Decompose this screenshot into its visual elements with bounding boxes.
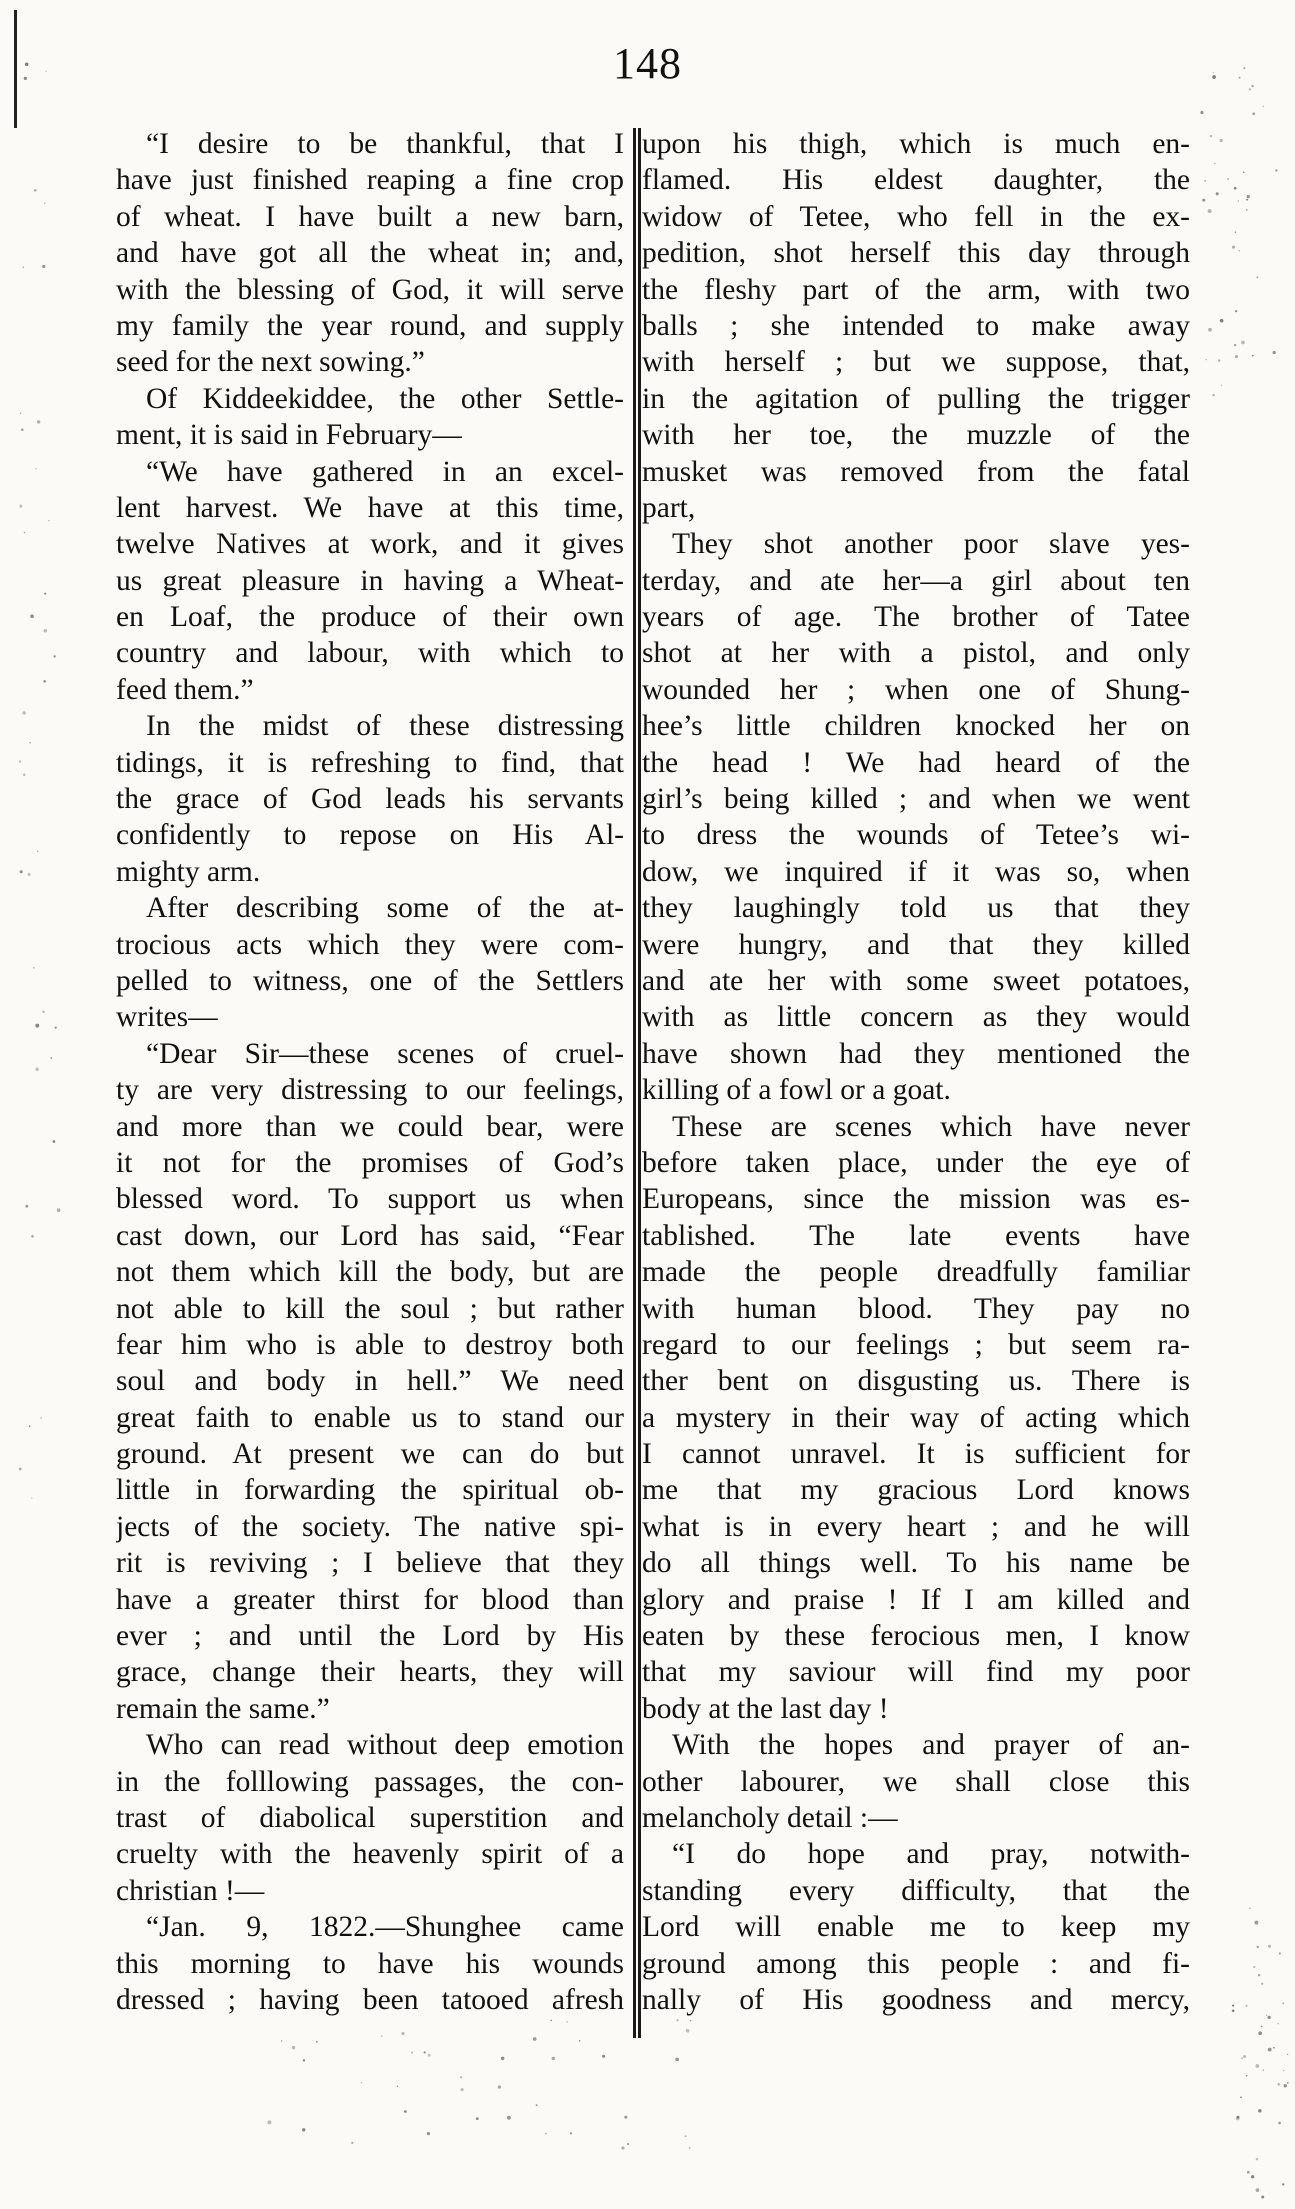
text-line: ground among this people : and fi- — [642, 1947, 1190, 1980]
text-line: lent harvest. We have at this time, — [116, 491, 624, 524]
text-line: body at the last day ! — [642, 1692, 889, 1725]
speck — [1235, 355, 1238, 358]
speck — [1267, 2016, 1270, 2019]
text-line: have just finished reaping a fine crop — [116, 164, 624, 197]
speck — [29, 1425, 31, 1427]
text-line: standing every difficulty, that the — [642, 1874, 1190, 1907]
speck — [424, 2051, 426, 2053]
speck — [1273, 351, 1276, 354]
speck — [48, 520, 49, 521]
text-line: dow, we inquired if it was so, when — [642, 855, 1190, 888]
text-line: They shot another poor slave yes- — [672, 528, 1190, 561]
speck — [1212, 75, 1216, 79]
speck — [54, 655, 56, 657]
text-line: a mystery in their way of acting which — [642, 1401, 1190, 1434]
speck — [1227, 178, 1228, 179]
speck — [1279, 1952, 1281, 1954]
text-line: with her toe, the muzzle of the — [642, 419, 1190, 452]
text-line: great faith to enable us to stand our — [116, 1401, 624, 1434]
text-line: pelled to witness, one of the Settlers — [116, 964, 624, 997]
speck — [552, 2057, 555, 2060]
speck — [19, 1467, 22, 1470]
speck — [624, 2116, 627, 2119]
speck — [550, 2019, 552, 2021]
speck — [351, 2142, 353, 2144]
text-line: nally of His goodness and mercy, — [642, 1983, 1190, 2016]
text-line: with herself ; but we suppose, that, — [642, 346, 1190, 379]
speck — [1216, 192, 1219, 195]
speck — [20, 870, 23, 873]
speck — [690, 2020, 691, 2021]
speck — [1282, 2183, 1284, 2185]
speck — [22, 711, 25, 714]
speck — [24, 532, 25, 533]
speck — [1232, 2004, 1234, 2006]
text-line: trast of diabolical superstition and — [116, 1801, 624, 1834]
text-line: Of Kiddeekiddee, the other Settle- — [146, 382, 624, 415]
speck — [34, 189, 37, 192]
speck — [1232, 2009, 1235, 2012]
speck — [627, 2143, 629, 2145]
speck — [42, 265, 45, 268]
speck — [1266, 2015, 1267, 2016]
speck — [1273, 2047, 1275, 2049]
speck — [427, 2132, 430, 2135]
text-line: confidently to repose on His Al- — [116, 819, 624, 852]
speck — [536, 2104, 538, 2106]
text-line: twelve Natives at work, and it gives — [116, 528, 624, 561]
page-number: 148 — [613, 39, 682, 88]
speck — [689, 2147, 691, 2149]
speck — [29, 742, 30, 743]
text-line: regard to our feelings ; but seem ra- — [642, 1328, 1190, 1361]
speck — [1241, 341, 1245, 345]
speck — [1234, 187, 1237, 190]
speck — [1212, 394, 1214, 396]
speck — [46, 70, 47, 71]
text-line: widow of Tetee, who fell in the ex- — [642, 200, 1190, 233]
text-line: christian !— — [116, 1874, 265, 1907]
speck — [579, 2040, 581, 2042]
text-line: not them which kill the body, but are — [116, 1256, 624, 1289]
speck — [461, 2088, 464, 2091]
text-line: These are scenes which have never — [672, 1110, 1190, 1143]
speck — [1284, 2084, 1287, 2087]
text-line: have shown had they mentioned the — [642, 1037, 1190, 1070]
speck — [57, 1208, 61, 1212]
text-line: melancholy detail :— — [642, 1801, 898, 1834]
text-line: In the midst of these distressing — [146, 710, 624, 743]
speck — [1256, 2064, 1260, 2068]
speck — [1214, 163, 1215, 164]
speck — [55, 1027, 57, 1029]
speck — [44, 629, 48, 633]
speck — [1251, 2175, 1254, 2178]
speck — [1278, 2083, 1281, 2086]
speck — [1232, 246, 1235, 249]
speck — [1247, 195, 1250, 198]
text-line: in the agitation of pulling the trigger — [642, 382, 1190, 415]
text-line: killing of a fowl or a goat. — [642, 1074, 951, 1107]
speck — [1287, 2082, 1289, 2084]
speck — [1235, 231, 1236, 232]
speck — [281, 2040, 282, 2041]
speck — [1210, 135, 1212, 137]
text-line: en Loaf, the produce of their own — [116, 601, 624, 634]
text-line: it not for the promises of God’s — [116, 1146, 624, 1179]
speck — [303, 2059, 305, 2061]
speck — [42, 1010, 45, 1013]
text-line: of wheat. I have built a new barn, — [116, 200, 624, 233]
speck — [1239, 77, 1241, 79]
text-line: shot at her with a pistol, and only — [642, 637, 1190, 670]
speck — [1283, 2070, 1284, 2071]
speck — [1219, 139, 1222, 142]
text-line: little in forwarding the spiritual ob- — [116, 1474, 624, 1507]
speck — [1240, 2096, 1242, 2098]
speck — [25, 62, 29, 66]
speck — [1268, 2048, 1272, 2052]
text-line: cast down, our Lord has said, “Fear — [116, 1219, 624, 1252]
text-line: hee’s little children knocked her on — [642, 710, 1190, 743]
speck — [1256, 1946, 1259, 1949]
speck — [31, 1497, 32, 1498]
text-line: and ate her with some sweet potatoes, — [642, 964, 1190, 997]
speck — [292, 2046, 295, 2049]
speck — [1261, 2026, 1263, 2028]
speck — [40, 1417, 41, 1418]
speck — [1282, 2002, 1284, 2004]
speck — [43, 680, 45, 682]
speck — [1204, 180, 1206, 182]
text-line: tablished. The late events have — [642, 1219, 1190, 1252]
speck — [1202, 199, 1205, 202]
speck — [1262, 106, 1264, 108]
text-line: “Jan. 9, 1822.—Shunghee came — [146, 1911, 624, 1944]
speck — [1246, 2075, 1248, 2077]
text-line: fear him who is able to destroy both — [116, 1328, 624, 1361]
speck — [1252, 355, 1254, 357]
speck — [498, 2085, 501, 2088]
text-line: what is in every heart ; and he will — [642, 1510, 1190, 1543]
speck — [1251, 85, 1254, 88]
speck — [50, 1057, 52, 1059]
speck — [53, 1140, 56, 1143]
text-line: the grace of God leads his servants — [116, 783, 624, 816]
speck — [1235, 310, 1237, 312]
text-line: me that my gracious Lord knows — [642, 1474, 1190, 1507]
text-line: mighty arm. — [116, 855, 261, 888]
speck — [1238, 250, 1240, 252]
speck — [1200, 111, 1203, 114]
speck — [1247, 2171, 1250, 2174]
speck — [31, 1235, 33, 1237]
speck — [1277, 2023, 1278, 2024]
text-line: With the hopes and prayer of an- — [672, 1729, 1190, 1762]
speck — [24, 77, 27, 80]
text-line: have a greater thirst for blood than — [116, 1583, 624, 1616]
speck — [1287, 2054, 1288, 2055]
speck — [1252, 112, 1255, 115]
speck — [37, 420, 40, 423]
speck — [267, 2120, 271, 2124]
speck — [1258, 2109, 1261, 2112]
text-line: that my saviour will find my poor — [642, 1656, 1190, 1689]
speck — [1205, 359, 1206, 360]
speck — [28, 873, 31, 876]
text-line: soul and body in hell.” We need — [116, 1365, 624, 1398]
text-line: ment, it is said in February— — [116, 419, 462, 452]
speck — [44, 593, 46, 595]
text-line: part, — [642, 491, 696, 524]
speck — [22, 266, 24, 268]
speck — [602, 2055, 605, 2058]
speck — [1208, 328, 1212, 332]
text-line: musket was removed from the fatal — [642, 455, 1190, 488]
text-line: I cannot unravel. It is sufficient for — [642, 1438, 1190, 1471]
text-line: remain the same.” — [116, 1692, 330, 1725]
text-line: “I do hope and pray, notwith- — [672, 1838, 1190, 1871]
speck — [1246, 2005, 1248, 2007]
speck — [20, 413, 22, 415]
text-line: jects of the society. The native spi- — [116, 1510, 624, 1543]
text-line: years of age. The brother of Tatee — [642, 601, 1190, 634]
text-line: made the people dreadfully familiar — [642, 1256, 1190, 1289]
text-line: Lord will enable me to keep my — [642, 1911, 1190, 1944]
speck — [1243, 172, 1245, 174]
speck — [1220, 319, 1224, 323]
speck — [1278, 2122, 1281, 2125]
text-line: us great pleasure in having a Wheat- — [116, 564, 624, 597]
text-line: wounded her ; when one of Shung- — [642, 673, 1190, 706]
speck — [1256, 2158, 1258, 2160]
text-line: blessed word. To support us when — [116, 1183, 624, 1216]
text-line: country and labour, with which to — [116, 637, 624, 670]
text-line: After describing some of the at- — [146, 892, 624, 925]
speck — [44, 202, 45, 203]
speck — [1256, 276, 1258, 278]
text-line: with human blood. They pay no — [642, 1292, 1190, 1325]
speck — [501, 2057, 504, 2060]
speck — [675, 2058, 679, 2062]
speck — [397, 2086, 398, 2087]
text-line: “I desire to be thankful, that I — [146, 128, 624, 160]
speck — [35, 468, 36, 469]
speck — [1241, 2057, 1243, 2059]
text-line: feed them.” — [116, 673, 254, 706]
text-line: with as little concern as they would — [642, 1001, 1190, 1034]
text-line: and have got all the wheat in; and, — [116, 237, 624, 270]
text-line: writes— — [116, 1001, 218, 1034]
speck — [23, 774, 25, 776]
speck — [460, 2076, 462, 2078]
text-line: they laughingly told us that they — [642, 892, 1190, 925]
text-line: glory and praise ! If I am killed and — [642, 1583, 1190, 1616]
speck — [676, 2019, 678, 2021]
speck — [1234, 344, 1236, 346]
speck — [316, 2041, 318, 2043]
speck — [1243, 67, 1245, 69]
text-line: dressed ; having been tatooed afresh — [116, 1983, 624, 2016]
speck — [1258, 1974, 1260, 1976]
speck — [1213, 72, 1214, 73]
text-line: rit is reviving ; I believe that they — [116, 1547, 624, 1580]
text-line: do all things well. To his name be — [642, 1547, 1190, 1580]
speck — [1238, 200, 1239, 201]
text-line: terday, and ate her—a girl about ten — [642, 564, 1190, 597]
text-line: trocious acts which they were com- — [116, 928, 624, 961]
speck — [1261, 1983, 1263, 1985]
speck — [1268, 1945, 1271, 1948]
speck — [1237, 2116, 1240, 2119]
speck — [1208, 209, 1212, 213]
speck — [35, 1068, 38, 1071]
speck — [30, 614, 34, 618]
speck — [1256, 2188, 1260, 2192]
speck — [1243, 2055, 1246, 2058]
speck — [1263, 2069, 1265, 2071]
text-line: ther bent on disgusting us. There is — [642, 1365, 1190, 1398]
speck — [566, 2021, 568, 2023]
speck — [19, 505, 22, 508]
text-line: the head ! We had heard of the — [642, 746, 1190, 779]
speck — [507, 2116, 511, 2120]
text-line: were hungry, and that they killed — [642, 928, 1190, 961]
text-line: tidings, it is refreshing to find, that — [116, 746, 624, 779]
text-line: ground. At present we can do but — [116, 1438, 624, 1471]
text-line: “Dear Sir—these scenes of cruel- — [146, 1037, 624, 1070]
text-line: in the folllowing passages, the con- — [116, 1765, 624, 1798]
speck — [1249, 1908, 1250, 1909]
text-line: ever ; and until the Lord by His — [116, 1620, 624, 1653]
text-line: grace, change their hearts, they will — [116, 1656, 624, 1689]
speck — [686, 2029, 690, 2033]
text-line: flamed. His eldest daughter, the — [642, 164, 1190, 197]
speck — [1221, 385, 1222, 386]
text-line: seed for the next sowing.” — [116, 346, 425, 379]
text-line: Who can read without deep emotion — [146, 1729, 624, 1762]
speck — [19, 760, 21, 762]
speck — [1261, 2195, 1264, 2198]
speck — [533, 2037, 537, 2041]
speck — [381, 2035, 383, 2037]
text-line: the fleshy part of the arm, with two — [642, 273, 1190, 306]
speck — [1254, 1921, 1258, 1925]
speck — [21, 428, 24, 431]
speck — [1246, 209, 1247, 210]
speck — [685, 2135, 687, 2137]
text-line: ty are very distressing to our feelings, — [116, 1074, 624, 1107]
text-line: Europeans, since the mission was es- — [642, 1183, 1190, 1216]
speck — [621, 2146, 624, 2149]
text-line: balls ; she intended to make away — [642, 309, 1190, 342]
speck — [401, 2032, 404, 2035]
speck — [33, 967, 34, 968]
text-line: cruelty with the heavenly spirit of a — [116, 1838, 624, 1871]
speck — [476, 2117, 479, 2120]
text-line: other labourer, we shall close this — [642, 1765, 1190, 1798]
text-line: eaten by these ferocious men, I know — [642, 1620, 1190, 1653]
speck — [1275, 169, 1277, 171]
speck — [35, 1024, 39, 1028]
text-line: girl’s being killed ; and when we went — [642, 783, 1190, 816]
speck — [428, 2054, 431, 2057]
speck — [1258, 2031, 1262, 2035]
text-line: my family the year round, and supply — [116, 309, 624, 342]
text-line: not able to kill the soul ; but rather — [116, 1292, 624, 1325]
speck — [1249, 88, 1251, 90]
speck — [361, 2082, 362, 2083]
speck — [570, 2132, 572, 2134]
text-line: to dress the wounds of Tetee’s wi- — [642, 819, 1190, 852]
speck — [404, 2110, 407, 2113]
speck — [411, 2052, 413, 2054]
text-line: and more than we could bear, were — [116, 1110, 624, 1143]
speck — [37, 851, 38, 852]
speck — [302, 2128, 305, 2131]
speck — [25, 1205, 28, 1208]
text-line: with the blessing of God, it will serve — [116, 273, 624, 306]
speck — [1253, 1966, 1255, 1968]
speck — [545, 2133, 547, 2135]
text-line: upon his thigh, which is much en- — [642, 128, 1190, 160]
text-line: pedition, shot herself this day through — [642, 237, 1190, 270]
text-line: this morning to have his wounds — [116, 1947, 624, 1980]
speck — [1246, 199, 1248, 201]
speck — [1218, 359, 1221, 362]
text-line: “We have gathered in an excel- — [146, 455, 624, 488]
text-line: before taken place, under the eye of — [642, 1146, 1190, 1179]
